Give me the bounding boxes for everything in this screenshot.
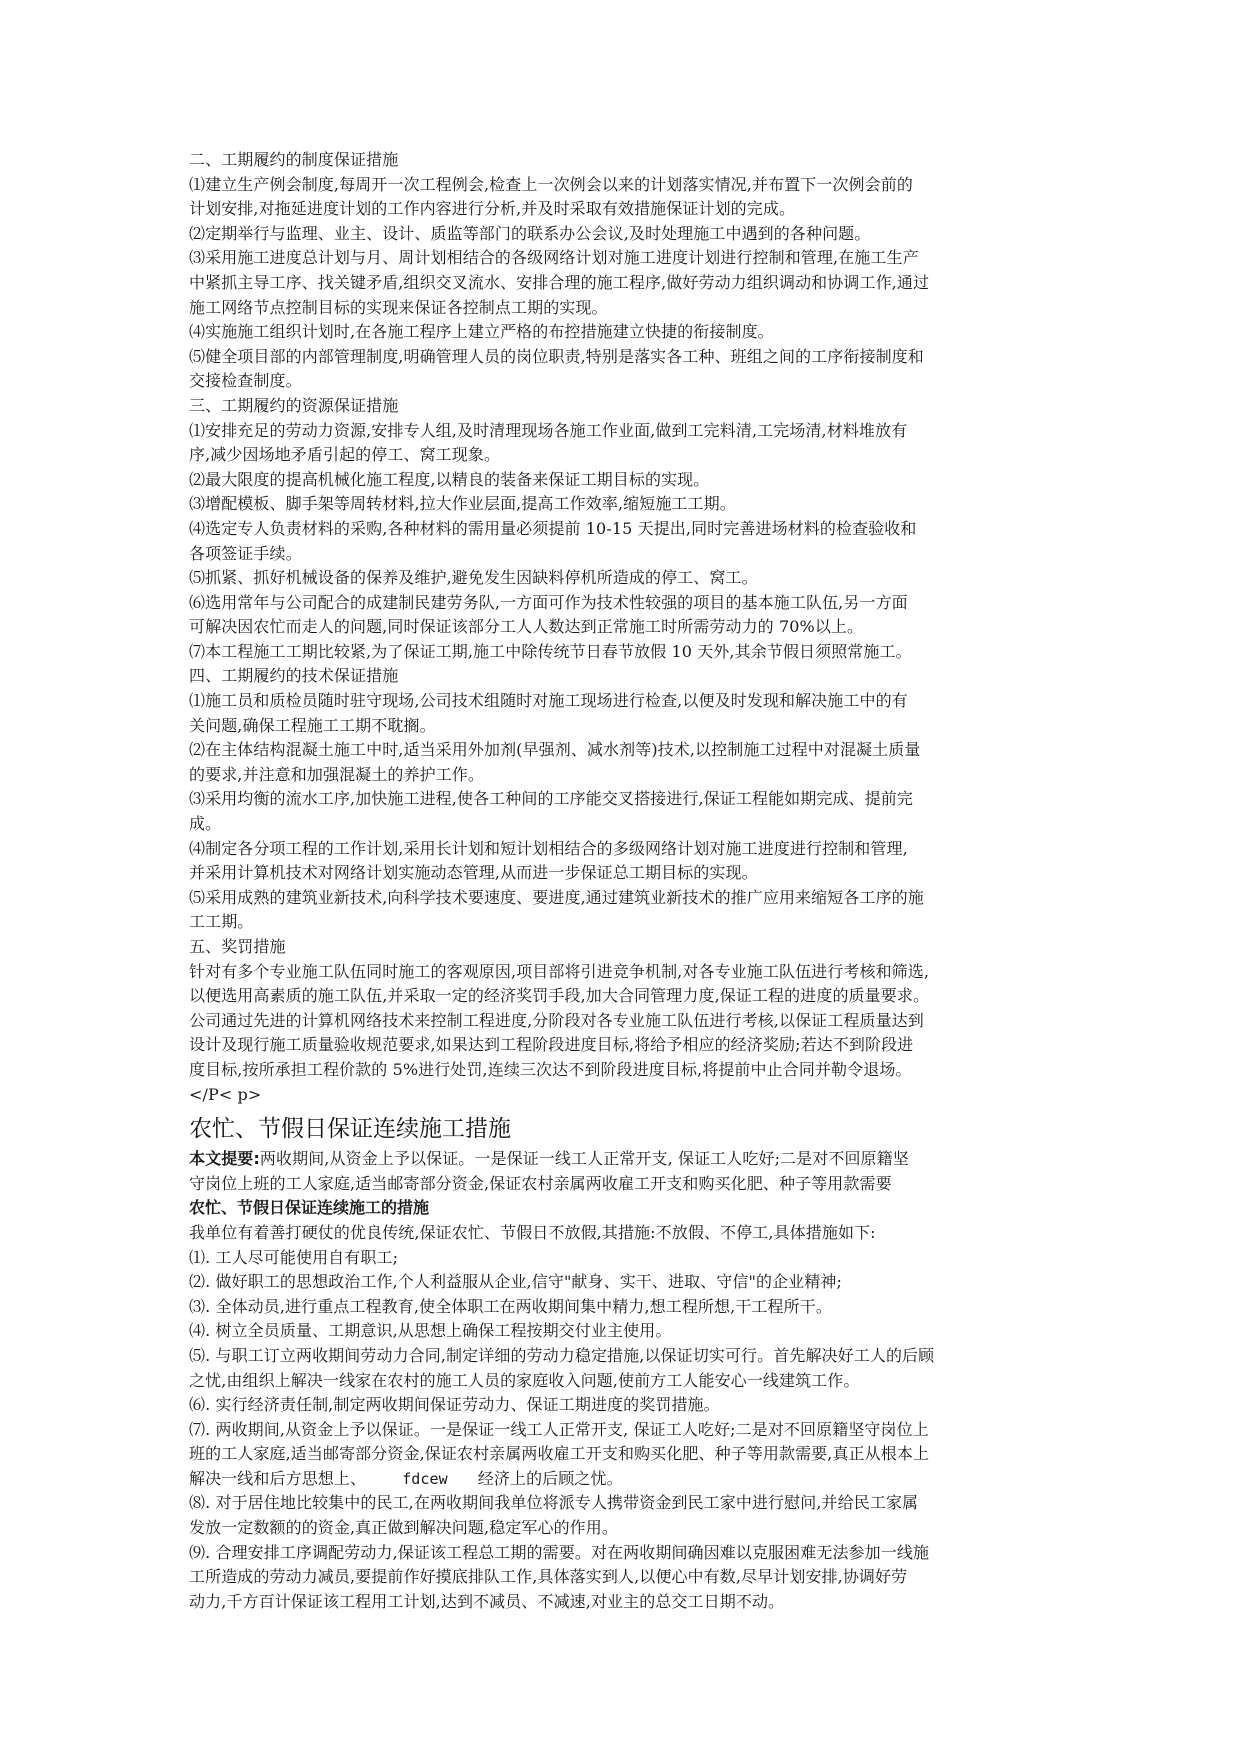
text-line: ⑸抓紧、抓好机械设备的保养及维护,避免发生因缺料停机所造成的停工、窝工。	[189, 568, 758, 588]
text-line: ⑻. 对于居住地比较集中的民工,在两收期间我单位将派专人携带资金到民工家中进行慰问,并给民工家属	[189, 1493, 919, 1513]
article-body	[189, 1221, 1059, 1615]
gap-text-part: 解决一线和后方思想上、	[189, 1468, 367, 1488]
text-line: 成。	[189, 814, 222, 834]
text-line: ⑶增配模板、脚手架等周转材料,拉大作业层面,提高工作效率,缩短施工工期。	[189, 494, 736, 514]
text-line: ⑷实施施工组织计划时,在各施工程序上建立严格的布控措施建立快捷的衔接制度。	[189, 322, 774, 342]
text-line: 的要求,并注意和加强混凝土的养护工作。	[189, 764, 484, 784]
text-line: ⑼. 合理安排工序调配劳动力,保证该工程总工期的需要。对在两收期间确因难以克服困难无法参加一线施	[189, 1542, 930, 1562]
html-tag-residue: </P< p>	[189, 1084, 262, 1104]
text-line: ⑵最大限度的提高机械化施工程度,以精良的装备来保证工期目标的实现。	[189, 469, 710, 489]
text-line: ⑴施工员和质检员随时驻守现场,公司技术组随时对施工现场进行检查,以便及时发现和解决施工中的有	[189, 691, 908, 711]
text-line: 针对有多个专业施工队伍同时施工的客观原因,项目部将引进竞争机制,对各专业施工队伍进行考核和筛选,	[189, 961, 930, 981]
article-title: 农忙、节假日保证连续施工措施	[189, 1116, 511, 1143]
text-line: 设计及现行施工质量验收规范要求,如果达到工程阶段进度目标,将给予相应的经济奖励;若达不到阶段进	[189, 1035, 914, 1055]
text-line: 关问题,确保工程施工工期不耽搁。	[189, 715, 436, 735]
summary-label: 本文提要:	[189, 1149, 260, 1169]
summary-line	[189, 1147, 1059, 1172]
text-line: ⑵. 做好职工的思想政治工作,个人利益服从企业,信守"献身、实干、进取、守信"的企业精神;	[189, 1272, 842, 1292]
text-line: 序,减少因场地矛盾引起的停工、窝工现象。	[189, 445, 501, 465]
gap-text-part: 经济上的后顾之忧。	[477, 1468, 623, 1488]
text-line: 可解决因农忙而走人的问题,同时保证该部分工人人数达到正常施工时所需劳动力的 70%以上。	[189, 617, 864, 637]
text-line: 我单位有着善打硬仗的优良传统,保证农忙、节假日不放假,其措施:不放假、不停工,具体措施如下:	[189, 1222, 876, 1242]
text-line: 五、奖罚措施	[189, 937, 286, 956]
text-line-with-gap	[189, 1467, 1059, 1492]
text-line: 计划安排,对拖延进度计划的工作内容进行分析,并及时采取有效措施保证计划的完成。	[189, 199, 796, 219]
text-line: 交接检查制度。	[189, 371, 302, 391]
gap-text-residue: fdcew	[402, 1469, 448, 1488]
text-line: 二、工期履约的制度保证措施	[189, 150, 399, 169]
text-line: ⑵在主体结构混凝土施工中时,适当采用外加剂(早强剂、减水剂等)技术,以控制施工过程中对混凝土质量	[189, 740, 921, 760]
text-line: 各项签证手续。	[189, 543, 302, 563]
text-line: ⑸采用成熟的建筑业新技术,向科学技术要速度、要进度,通过建筑业新技术的推广应用来缩短各工序的施	[189, 887, 924, 907]
text-line: ⑺. 两收期间,从资金上予以保证。一是保证一线工人正常开支, 保证工人吃好;二是对不回原籍坚守岗位上	[189, 1419, 929, 1439]
text-line: ⑵定期举行与监理、业主、设计、质监等部门的联系办公会议,及时处理施工中遇到的各种问题。	[189, 223, 871, 243]
document-page	[189, 148, 1059, 1614]
text-line: 并采用计算机技术对网络计划实施动态管理,从而进一步保证总工期目标的实现。	[189, 863, 758, 883]
text-line: 之忧,由组织上解决一线家在农村的施工人员的家庭收入问题,使前方工人能安心一线建筑工作。	[189, 1370, 860, 1390]
text-line: 班的工人家庭,适当邮寄部分资金,保证农村亲属两收雇工开支和购买化肥、种子等用款需要,真正从根本上	[189, 1444, 930, 1464]
text-line: 四、工期履约的技术保证措施	[189, 666, 399, 686]
text-line: 发放一定数额的的资金,真正做到解决问题,稳定军心的作用。	[189, 1518, 618, 1538]
text-line: 度目标,按所承担工程价款的 5%进行处罚,连续三次达不到阶段进度目标,将提前中止合同并勒令退场。	[189, 1059, 912, 1079]
summary-line: 守岗位上班的工人家庭,适当邮寄部分资金,保证农村亲属两收雇工开支和购买化肥、种子等用款需要	[189, 1173, 892, 1193]
text-line: 中紧抓主导工序、找关键矛盾,组织交叉流水、安排合理的施工程序,做好劳动力组织调动和协调工作,通过	[189, 272, 930, 292]
text-line: ⑸健全项目部的内部管理制度,明确管理人员的岗位职责,特别是落实各工种、班组之间的工序衔接制度和	[189, 346, 924, 366]
text-line: ⑺本工程施工工期比较紧,为了保证工期,施工中除传统节日春节放假 10 天外,其余节假日须照常施工。	[189, 641, 912, 661]
text-line: ⑸. 与职工订立两收期间劳动力合同,制定详细的劳动力稳定措施,以保证切实可行。首先解决好工人的后顾	[189, 1345, 935, 1365]
text-line: 动力,千方百计保证该工程用工计划,达到不减员、不减速,对业主的总交工日期不动。	[189, 1591, 785, 1611]
article-summary	[189, 1147, 1059, 1196]
text-line: ⑷选定专人负责材料的采购,各种材料的需用量必须提前 10-15 天提出,同时完善进场材料的检查验收和	[189, 518, 917, 538]
text-line: ⑷. 树立全员质量、工期意识,从思想上确保工程按期交付业主使用。	[189, 1321, 672, 1341]
text-line: 三、工期履约的资源保证措施	[189, 395, 399, 415]
text-line: ⑷制定各分项工程的工作计划,采用长计划和短计划相结合的多级网络计划对施工进度进行控制和管理,	[189, 838, 908, 858]
text-line: 工工期。	[189, 912, 254, 932]
text-line: 工所造成的劳动力减员,要提前作好摸底排队工作,具体落实到人,以便心中有数,尽早计划安排,协调好劳	[189, 1567, 908, 1587]
summary-text: 两收期间,从资金上予以保证。一是保证一线工人正常开支, 保证工人吃好;二是对不回原籍坚	[259, 1149, 909, 1169]
text-line: ⑹. 实行经济责任制,制定两收期间保证劳动力、保证工期进度的奖罚措施。	[189, 1395, 720, 1415]
text-line: ⑴. 工人尽可能使用自有职工;	[189, 1247, 399, 1267]
text-line: ⑴安排充足的劳动力资源,安排专人组,及时清理现场各施工作业面,做到工完料清,工完场清,材料堆放有	[189, 420, 908, 440]
text-line: ⑶采用施工进度总计划与月、周计划相结合的各级网络计划对施工进度计划进行控制和管理,在施工生产	[189, 248, 919, 268]
text-line: ⑴建立生产例会制度,每周开一次工程例会,检查上一次例会以来的计划落实情况,并布置下一次例会前的	[189, 174, 913, 194]
text-line: ⑶采用均衡的流水工序,加快施工进程,使各工种间的工序能交叉搭接进行,保证工程能如期完成、提前完	[189, 789, 913, 809]
text-line: ⑶. 全体动员,进行重点工程教育,使全体职工在两收期间集中精力,想工程所想,干工程所干。	[189, 1296, 832, 1316]
section-schedule-measures	[189, 148, 1059, 1107]
article-subtitle: 农忙、节假日保证连续施工的措施	[189, 1198, 430, 1218]
text-line: 以便选用高素质的施工队伍,并采取一定的经济奖罚手段,加大合同管理力度,保证工程的进度的质量要求。	[189, 986, 930, 1006]
text-line: 施工网络节点控制目标的实现来保证各控制点工期的实现。	[189, 297, 608, 317]
text-line: ⑹选用常年与公司配合的成建制民建劳务队,一方面可作为技术性较强的项目的基本施工队伍,另一方面	[189, 592, 908, 612]
text-line: 公司通过先进的计算机网络技术来控制工程进度,分阶段对各专业施工队伍进行考核,以保证工程质量达到	[189, 1010, 924, 1030]
